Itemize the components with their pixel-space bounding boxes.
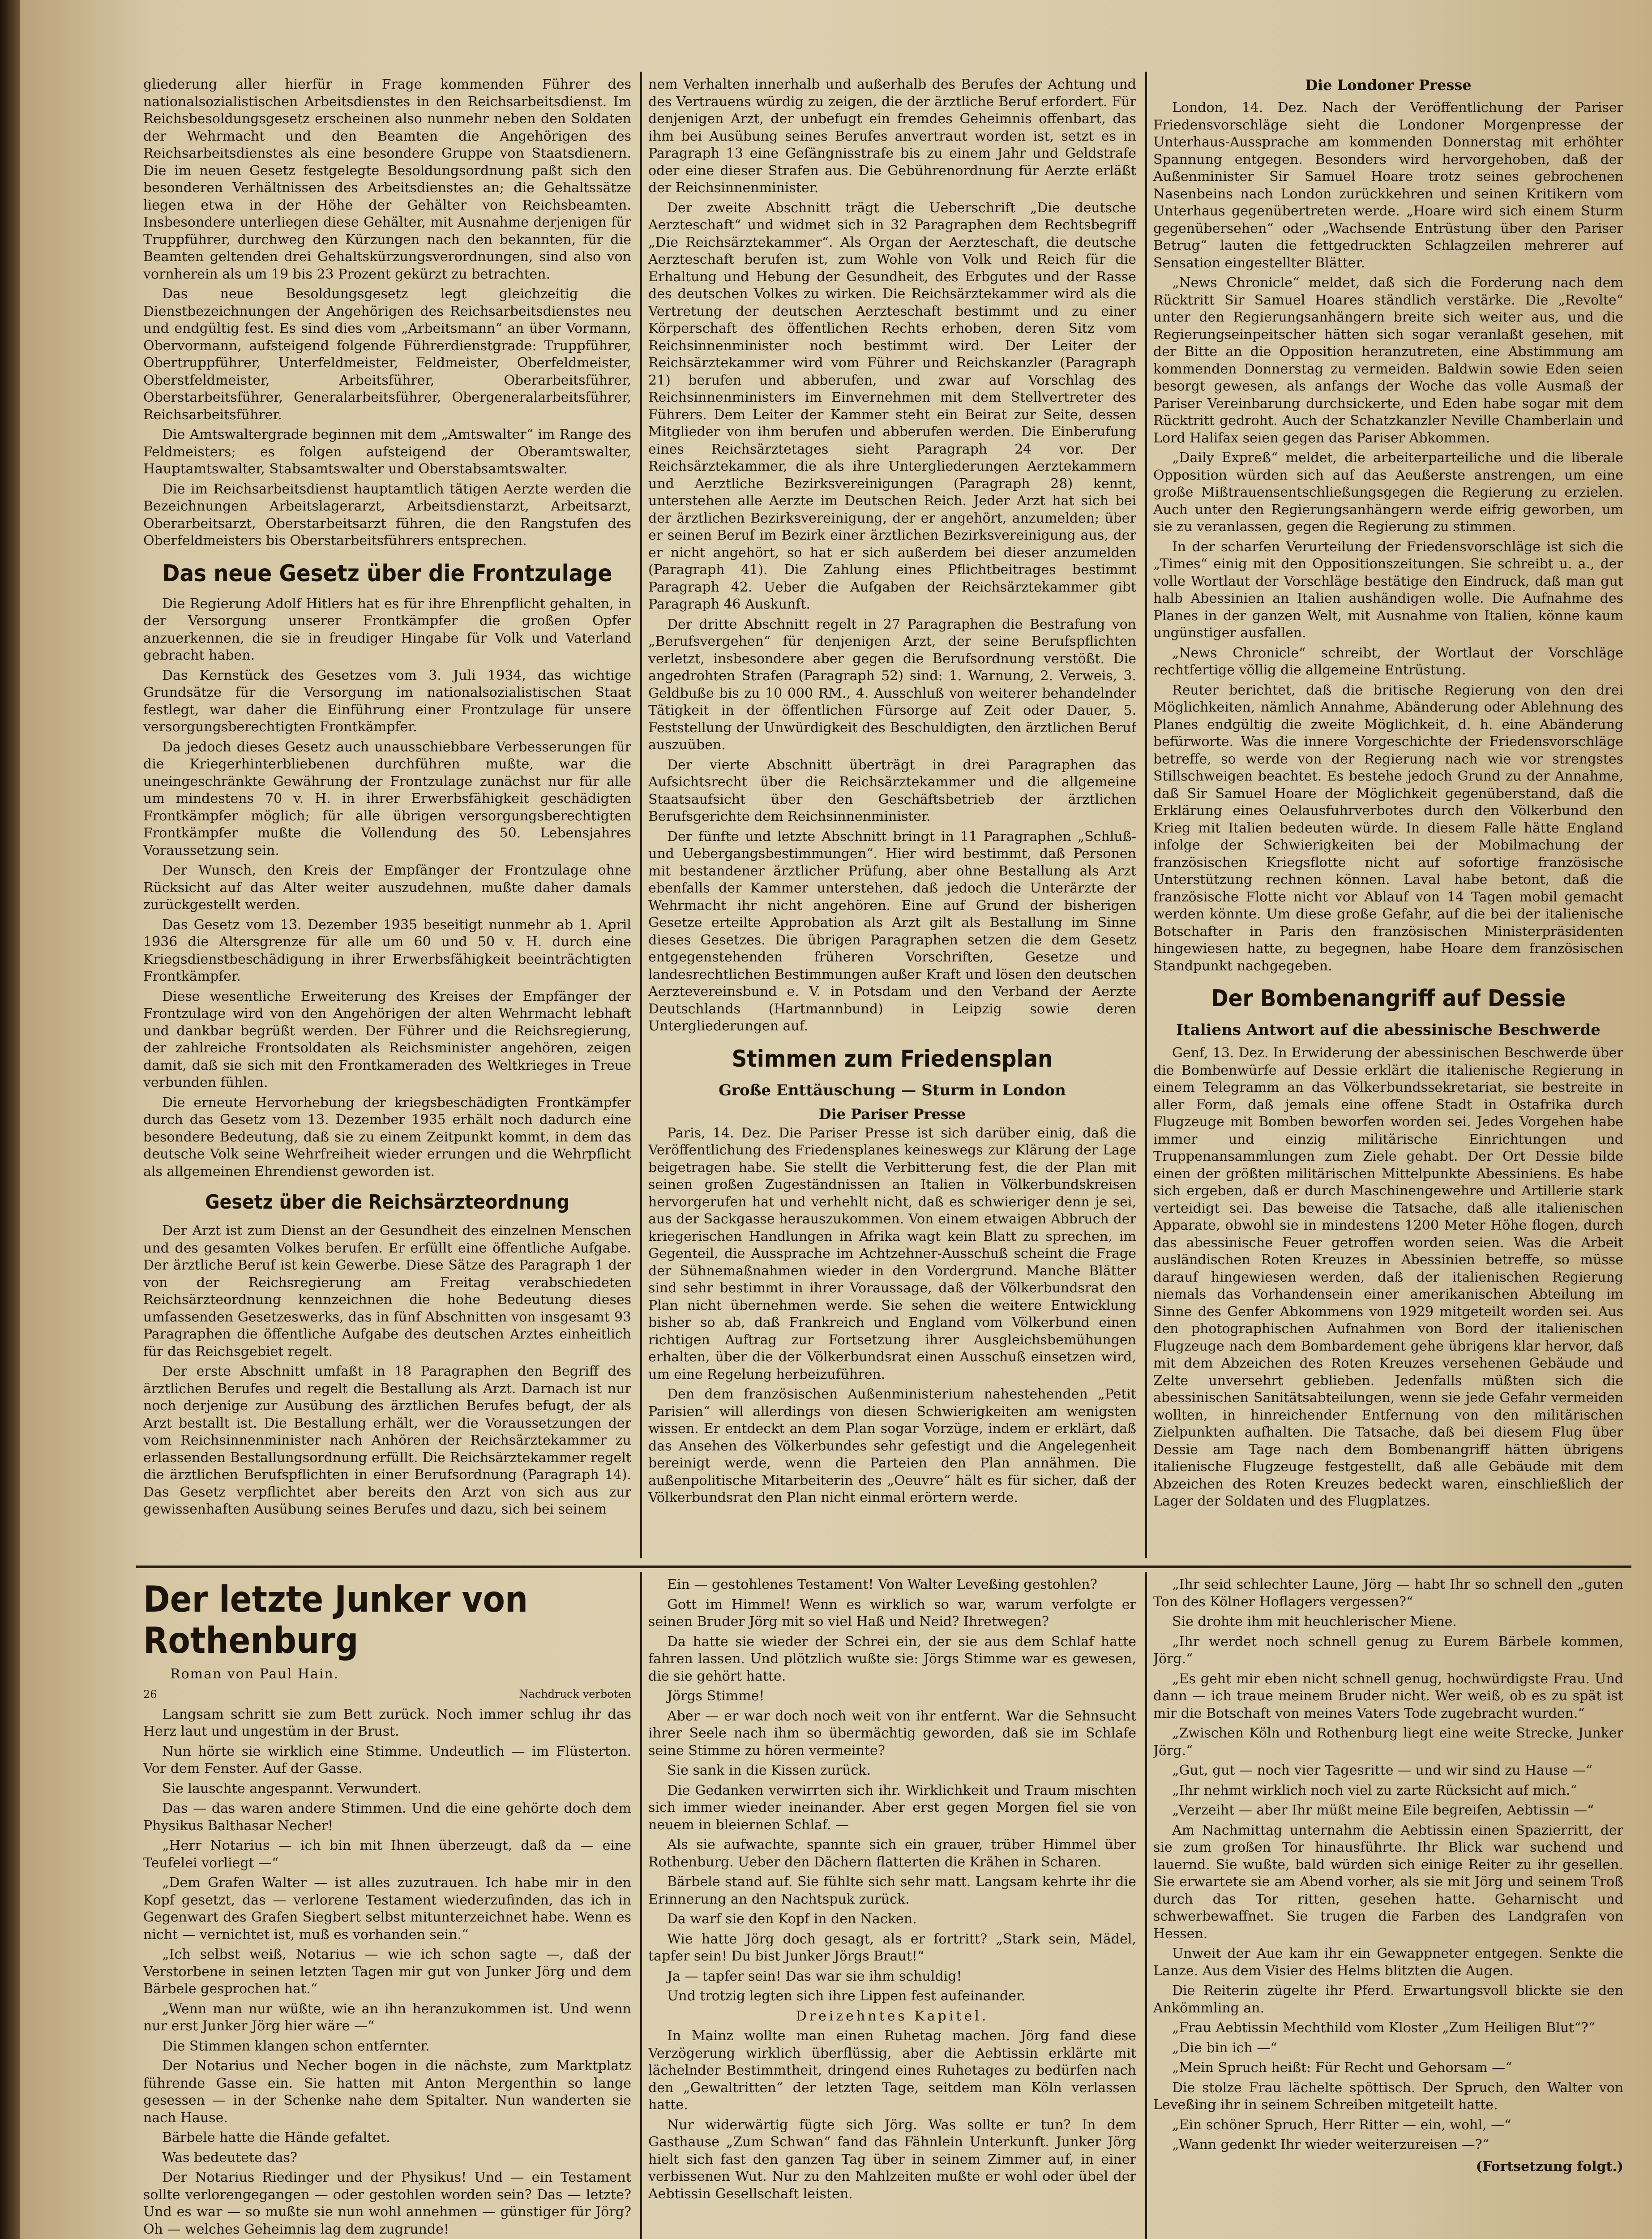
paragraph: „Daily Expreß“ meldet, die arbeiterparteiliche und die liberale Opposition würden sich auf das Aeußerste anstrengen, um eine große Mißtrauensentschließungsgegen die Regierung zu erzielen. Auch unter den Regierungsanhängern werde eifrig geworben, um sie zu veranlassen, gegen die Regierung zu stimmen.: [1153, 450, 1623, 535]
paragraph: Reuter berichtet, daß die britische Regierung von den drei Möglichkeiten, nämlich Annahme, Abänderung oder Ablehnung des Planes endgültig die zweite Möglichkeit, d. h. eine Abänderung befürworte. Was die innere Vorgeschichte der Friedensvorschläge betreffe, so werde von der Regierung nach wie vor strengstes Stillschweigen beachtet. Es bestehe jedoch Grund zu der Annahme, daß Sir Samuel Hoare der Möglichkeit gegenüberstand, daß die Erklärung eines Oelausfuhrverbotes durch den Völkerbund den Krieg mit Italien bedeuten würde. In diesem Falle hätte England infolge der Schwierigkeiten bei der Mobilmachung der französischen Kriegsflotte nicht auf sofortige französische Unterstützung rechnen können. Laval habe betont, daß die französische Flotte nicht vor Ablauf von 14 Tagen mobil gemacht werden könnte. Um diese große Gefahr, auf die bei der italienische Botschafter in Paris den französischen Ministerpräsidenten hingewiesen hatte, zu begegnen, habe Hoare dem französischen Standpunkt nachgegeben.: [1153, 682, 1623, 974]
paragraph: Unweit der Aue kam ihr ein Gewappneter entgegen. Senkte die Lanze. Aus dem Visier des Helms blitzten die Augen.: [1153, 1946, 1623, 1979]
frontzulage-headline: Das neue Gesetz über die Frontzulage: [162, 560, 612, 587]
paragraph: Genf, 13. Dez. In Erwiderung der abessinischen Beschwerde über die Bombenwürfe auf Dessie erklärt die italienische Regierung in einem Telegramm an das Völkerbundssekretariat, sie bestreite in aller Form, daß jemals eine offene Stadt in Ostafrika durch Flugzeuge mit Bomben beworfen worden sei. Jedes Vorgehen habe immer und einzig militärische Einrichtungen und Truppenansammlungen zum Ziele gehabt. Der Ort Dessie bilde einen der größten militärischen Mittelpunkte Abessiniens. Es habe sich ergeben, daß er durch Maschinengewehre und Artillerie stark verteidigt sei. Das beweise die Tatsache, daß alle italienischen Apparate, obwohl sie in mindestens 1200 Meter Höhe flogen, durch das abessinische Feuer getroffen worden seien. Was die Arbeit ausländischen Roten Kreuzes in Abessinien betreffe, so müsse darauf hingewiesen werden, daß der italienischen Regierung niemals das Vorhandensein einer amerikanischen Abteilung im Sinne des Genfer Abkommens von 1929 mitgeteilt worden sei. Aus den photographischen Aufnahmen von Bord der italienischen Flugzeuge nach dem Bombardement gehe übrigens klar hervor, daß mit dem Abzeichen des Roten Kreuzes versehenen Gebäude und Zelte unversehrt geblieben. Jedenfalls müßten sich die abessinischen Sanitätsabteilungen, wenn sie jede Gefahr vermeiden wollten, in hinreichender Entfernung von den militärischen Zielpunkten aufhalten. Die Tatsache, daß bei diesem Flug über Dessie am Tage nach dem Bombenangriff hätten übrigens italienische Flugzeuge festgestellt, daß alle Gebäude mit dem Abzeichen des Roten Kreuzes bedeckt waren, einschließlich der Lager der Soldaten und des Flugplatzes.: [1153, 1045, 1623, 1509]
paragraph: Bärbele stand auf. Sie fühlte sich sehr matt. Langsam kehrte ihr die Erinnerung an den Nachtspuk zurück.: [648, 1874, 1136, 1907]
paragraph: „Ein schöner Spruch, Herr Ritter — ein, wohl, —“: [1172, 2117, 1511, 2133]
paragraph: Da hatte sie wieder der Schrei ein, der sie aus dem Schlaf hatte fahren lassen. Und plötzlich wußte sie: Jörgs Stimme war es gewesen, die sie gehört hatte.: [648, 1634, 1136, 1684]
column-rule: [1145, 1572, 1147, 2239]
paragraph: „Dem Grafen Walter — ist alles zuzutrauen. Ich habe mir in den Kopf gesetzt, das — verlorene Testament wiederzufinden, das ich in Gegenwart des Grafen Siegbert selbst mitunterzeichnet habe. Wenn es nicht — vernichtet ist, muß es vorhanden sein.“: [143, 1875, 631, 1943]
paragraph: Die stolze Frau lächelte spöttisch. Der Spruch, den Walter von Leveßing ihr in seinem Schreiben mitgeteilt hatte.: [1153, 2080, 1623, 2113]
upper-column-1: [143, 76, 631, 1558]
paragraph: nem Verhalten innerhalb und außerhalb des Berufes der Achtung und des Vertrauens würdig zu zeigen, die der ärztliche Beruf erfordert. Für denjenigen Arzt, der unbefugt ein fremdes Geheimnis offenbart, das ihm bei Ausübung seines Berufes anvertraut worden ist, setzt es in Paragraph 13 eine Gefängnisstrafe bis zu einem Jahr und Geldstrafe oder eine dieser Strafen aus. Die Gebührenordnung für Aerzte erläßt der Reichsinnenminister.: [648, 77, 1136, 196]
paris-press-subheading: Die Pariser Presse: [818, 1105, 966, 1123]
upper-column-3: [1153, 76, 1623, 1558]
serial-column-2: [648, 1576, 1136, 2239]
paragraph: Gott im Himmel! Wenn es wirklich so war, warum verfolgte er seinen Bruder Jörg mit so viel Haß und Neid? Ihretwegen?: [648, 1596, 1136, 1630]
paragraph: Die Gedanken verwirrten sich ihr. Wirklichkeit und Traum mischten sich immer wieder ineinander. Aber erst gegen Morgen fiel sie von neuem in bleiernen Schlaf. —: [648, 1782, 1136, 1833]
labor-service-article: [143, 76, 631, 550]
london-press-article: [1153, 99, 1623, 975]
serial-byline: Roman von Paul Hain.: [170, 1666, 339, 1682]
paragraph: „Mein Spruch heißt: Für Recht und Gehorsam —“: [1172, 2060, 1512, 2076]
upper-column-2: [648, 76, 1136, 1558]
paragraph: Die Regierung Adolf Hitlers hat es für ihre Ehrenpflicht gehalten, in der Versorgung unserer Frontkämpfer die großen Opfer anzuerkennen, die sie in freudiger Hingabe für Volk und Vaterland gebracht haben.: [143, 596, 631, 663]
installment-number: 26: [143, 1688, 157, 1701]
paragraph: „Gut, gut — noch vier Tagesritte — und wir sind zu Hause —“: [1172, 1763, 1593, 1778]
serial-title: Der letzte Junker von Rothenburg: [143, 1578, 528, 1661]
paragraph: Jörgs Stimme!: [667, 1688, 765, 1704]
column-rule: [1145, 72, 1147, 1558]
paragraph: „Frau Aebtissin Mechthild vom Kloster „Zum Heiligen Blut“?“: [1172, 2020, 1595, 2036]
paragraph: Paris, 14. Dez. Die Pariser Presse ist sich darüber einig, daß die Veröffentlichung des Friedensplanes keineswegs zur Klärung der Lage beigetragen habe. Sie stellt die Verbitterung fest, die der Plan mit seinen großen Zugeständnissen an Italien in Völkerbundskreisen hervorgerufen hat und verhehlt nicht, daß es schwieriger denn je sei, aus der Sackgasse herauszukommen. Von einem etwaigen Abbruch der kriegerischen Handlungen in Afrika wagt kein Blatt zu sprechen, im Gegenteil, die Aussprache im Achtzehner-Ausschuß scheint die Frage der Sühnemaßnahmen wieder in den Vordergrund. Manche Blätter sind sehr bestimmt in ihrer Voraussage, daß der Völkerbundsrat den Plan nicht übernehmen werde. Sie sehen die weitere Entwicklung bisher so ab, daß Frankreich und England vom Völkerbund einen richtigen Auftrag zur Fortsetzung ihrer Ausgleichsbemühungen erhalten, über die der Völkerbundsrat einen Ausschuß einsetzen wird, um eine Regelung herbeizuführen.: [648, 1125, 1136, 1382]
london-press-subheading: Die Londoner Presse: [1305, 77, 1472, 94]
newspaper-page: [20, 0, 1652, 2239]
paragraph: Der Notarius Riedinger und der Physikus! Und — ein Testament sollte verlorengegangen — oder gestohlen worden sein? Das — letzte? Und es war — so mußte sie nun wohl annehmen — günstiger für Jörg? Oh — welches Geheimnis lag dem zugrunde!: [143, 2170, 631, 2237]
paragraph: Was bedeutete das?: [162, 2149, 298, 2166]
reprint-note: Nachdruck verboten: [519, 1688, 631, 1700]
paragraph: Der Arzt ist zum Dienst an der Gesundheit des einzelnen Menschen und des gesamten Volkes berufen. Er erfüllt eine öffentliche Aufgabe. Der ärztliche Beruf ist kein Gewerbe. Diese Sätze des Paragraph 1 der von der Reichsregierung am Freitag verabschiedeten Reichsärzteordnung kennzeichnen die hohe Bedeutung dieses umfassenden Gesetzeswerks, das in fünf Abschnitten von insgesamt 93 Paragraphen die öffentliche Aufgabe des deutschen Arztes einheitlich für das Reichsgebiet regelt.: [143, 1223, 631, 1360]
friedensplan-kicker: Große Enttäuschung — Sturm in London: [719, 1081, 1066, 1099]
paragraph: „Ihr seid schlechter Laune, Jörg — habt Ihr so schnell den „guten Ton des Kölner Hoflagers vergessen?“: [1153, 1577, 1623, 1610]
paragraph: „News Chronicle“ schreibt, der Wortlaut der Vorschläge rechtfertige völlig die allgemeine Entrüstung.: [1153, 645, 1623, 678]
paragraph: Der fünfte und letzte Abschnitt bringt in 11 Paragraphen „Schluß- und Uebergangsbestimmungen“. Hier wird bestimmt, daß Personen mit bestandener ärztlicher Prüfung, aber ohne Bestallung als Arzt ebenfalls der Kammer unterstehen, daß jedoch die Unterärzte der Wehrmacht ihr nicht angehören. Eine auf Grund der bisherigen Gesetze erteilte Approbation als Arzt gilt als Bestallung im Sinne dieses Gesetzes. Die übrigen Paragraphen setzen die dem Gesetz entgegenstehenden früheren Vorschriften, Gesetze und landesrechtlichen Bestimmungen außer Kraft und lösen den deutschen Aerztevereinsbund e. V. in Potsdam und den Verband der Aerzte Deutschlands (Hartmannbund) in Leipzig sowie deren Untergliederungen auf.: [648, 828, 1136, 1034]
paragraph: „Herr Notarius — ich bin mit Ihnen überzeugt, daß da — eine Teufelei vorliegt —“: [143, 1838, 631, 1871]
paragraph: Langsam schritt sie zum Bett zurück. Noch immer schlug ihr das Herz laut und ungestüm in der Brust.: [143, 1706, 631, 1739]
serial-column-1: [143, 1576, 631, 2239]
paragraph: Der zweite Abschnitt trägt die Ueberschrift „Die deutsche Aerzteschaft“ und widmet sich in 32 Paragraphen dem Rechtsbegriff „Die Reichsärztekammer“. Als Organ der Aerzteschaft, die deutsche Aerzteschaft berufen ist, zum Wohle von Volk und Reich für die Erhaltung und Hebung der Gesundheit, des Erbgutes und der Rasse des deutschen Volkes zu wirken. Die Reichsärztekammer wird als die Vertretung der deutschen Aerzteschaft bestimmt und zu einer Körperschaft des öffentlichen Rechts erhoben, deren Sitz vom Reichsinnenminister noch bestimmt wird. Der Leiter der Reichsärztekammer wird vom Führer und Reichskanzler (Paragraph 21) berufen und abberufen, und zwar auf Vorschlag des Reichsinnenministers im Einvernehmen mit dem Stellvertreter des Führers. Dem Leiter der Kammer steht ein Beirat zur Seite, dessen Mitglieder von ihm berufen und abberufen werden. Die Einberufung eines Reichsärztetages sieht Paragraph 24 vor. Der Reichsärztekammer, die als ihre Untergliederungen Aerztekammern und Aerztliche Bezirksvereinigungen (Paragraph 28) kennt, unterstehen alle Aerzte im Deutschen Reich. Jeder Arzt hat sich bei der ärztlichen Bezirksvereinigung, der er angehört, anzumelden; über er seinen Beruf im Bezirk einer ärztlichen Bezirksvereinigung aus, der er nicht angehört, so hat er sich außerdem bei dieser anzumelden (Paragraph 41). Die Zahlung eines Pflichtbeitrages bestimmt Paragraph 42. Ueber die Aufgaben der Reichsärztekammer gibt Paragraph 46 Auskunft.: [648, 200, 1136, 612]
paragraph: Das — das waren andere Stimmen. Und die eine gehörte doch dem Physikus Balthasar Necher!: [143, 1801, 631, 1834]
paragraph: Die Reiterin zügelte ihr Pferd. Erwartungsvoll blickte sie den Ankömmling an.: [1153, 1983, 1623, 2016]
paragraph: „Ihr nehmt wirklich noch viel zu zarte Rücksicht auf mich.“: [1172, 1782, 1577, 1798]
paragraph: gliederung aller hierfür in Frage kommenden Führer des nationalsozialistischen Arbeitsdienstes in den Reichsarbeitsdienst. Im Reichsbesoldungsgesetz erscheinen also nunmehr neben den Soldaten der Wehrmacht und den Beamten die Angehörigen des Reichsarbeitsdienstes als eine besondere Gruppe von Staatsdienern. Die im neuen Gesetz festgelegte Besoldungsordnung paßt sich den besonderen Verhältnissen des Arbeitsdienstes an; die Gehaltssätze liegen etwa in der Höhe der Gehälter von Reichsbeamten. Insbesondere unterliegen diese Gehälter, mit Ausnahme derjenigen für Truppführer, durchweg den Kürzungen nach den bekannten, für die Beamten geltenden drei Gehaltskürzungsverordnungen, sind also von vornherein als um 19 bis 23 Prozent gekürzt zu betrachten.: [143, 77, 631, 282]
paragraph: Das neue Besoldungsgesetz legt gleichzeitig die Dienstbezeichnungen der Angehörigen des Reichsarbeitsdienstes neu und endgültig fest. Es sind dies vom „Arbeitsmann“ an über Vormann, Obervormann, aufsteigend folgende Führerdienstgrade: Truppführer, Obertruppführer, Unterfeldmeister, Feldmeister, Oberfeldmeister, Oberstfeldmeister, Arbeitsführer, Oberarbeitsführer, Oberstarbeitsführer, Generalarbeitsführer, Obergeneralarbeitsführer, Reichsarbeitsführer.: [143, 286, 631, 423]
paragraph: Aber — er war doch noch weit von ihr entfernt. War die Sehnsucht ihrer Seele nach ihm so übermächtig geworden, daß sie im Schlafe seine Stimme zu hören vermeinte?: [648, 1708, 1136, 1759]
column-rule: [640, 1572, 642, 2239]
paragraph: Ja — tapfer sein! Das war sie ihm schuldig!: [667, 1968, 962, 1984]
paragraph: Der dritte Abschnitt regelt in 27 Paragraphen die Bestrafung von „Berufsvergehen“ für denjenigen Arzt, der seine Berufspflichten verletzt, insbesondere aber gegen die Berufsordnung verstößt. Die angedrohten Strafen (Paragraph 52) sind: 1. Warnung, 2. Verweis, 3. Geldbuße bis zu 10 000 RM., 4. Ausschluß von weiterer behandelnder Tätigkeit in der öffentlichen Fürsorge auf Zeit oder Dauer, 5. Feststellung der Unwürdigkeit des Beschuldigten, den ärztlichen Beruf auszuüben.: [648, 616, 1136, 753]
paragraph: Bärbele hatte die Hände gefaltet.: [162, 2130, 390, 2145]
paragraph: Das Kernstück des Gesetzes vom 3. Juli 1934, das wichtige Grundsätze für die Versorgung im nationalsozialistischen Staat festlegt, war daher die Einführung einer Frontzulage für unsere versorgungsberechtigten Frontkämpfer.: [143, 667, 631, 735]
paragraph: Der vierte Abschnitt überträgt in drei Paragraphen das Aufsichtsrecht über die Reichsärztekammer und die allgemeine Staatsaufsicht über den Geschäftsbetrieb der ärztlichen Berufsgerichte dem Reichsinnenminister.: [648, 757, 1136, 824]
dessie-headline: Der Bombenangriff auf Dessie: [1211, 985, 1566, 1012]
paragraph: London, 14. Dez. Nach der Veröffentlichung der Pariser Friedensvorschläge sieht die Londoner Morgenpresse der Unterhaus-Aussprache am kommenden Donnerstag mit erhöhter Spannung entgegen. Besonders wird hervorgehoben, daß der Außenminister Sir Samuel Hoare trotz seines gebrochenen Nasenbeins nach London zurückkehren und seinen Kritikern vom Unterhaus gegenübertreten werde. „Hoare wird sich einem Sturm gegenübersehen“ oder „Wachsende Entrüstung über den Pariser Betrug“ lauten die fettgedruckten Schlagzeilen mehrerer auf Sensation eingestellter Blätter.: [1153, 100, 1623, 271]
paragraph: Nun hörte sie wirklich eine Stimme. Undeutlich — im Flüsterton. Vor dem Fenster. Auf der Gasse.: [143, 1743, 631, 1776]
dessie-kicker: Italiens Antwort auf die abessinische Beschwerde: [1176, 1021, 1601, 1039]
serial-column-3: [1153, 1576, 1623, 2239]
paragraph: „Verzeiht — aber Ihr müßt meine Eile begreifen, Aebtissin —“: [1172, 1802, 1594, 1818]
column-rule: [640, 72, 642, 1558]
paragraph: Am Nachmittag unternahm die Aebtissin einen Spazierritt, der sie zum großen Tor hinausführte. Ihr Blick war suchend und lauernd. Sie wußte, bald würden sich einige Reiter zu ihr gesellen. Sie erwartete sie am Abend vorher, als sie mit Jörg und seinem Troß durch das Tor ritten, gesehen hatte. Geharnischt und schwerbewaffnet. Sie trugen die Farben des Landgrafen von Hessen.: [1153, 1822, 1623, 1942]
paragraph: Wie hatte Jörg doch gesagt, als er fortritt? „Stark sein, Mädel, tapfer sein! Du bist Junker Jörgs Braut!“: [648, 1931, 1136, 1964]
paragraph: „Wann gedenkt Ihr wieder weiterzureisen —?“: [1172, 2137, 1489, 2153]
paragraph: Da warf sie den Kopf in den Nacken.: [667, 1911, 917, 1927]
friedensplan-headline: Stimmen zum Friedensplan: [732, 1045, 1053, 1072]
paragraph: „Die bin ich —“: [1172, 2040, 1277, 2056]
continued-note: (Fortsetzung folgt.): [1476, 2158, 1623, 2175]
paragraph: Der erste Abschnitt umfaßt in 18 Paragraphen den Begriff des ärztlichen Berufes und regelt die Bestallung als Arzt. Darnach ist nur noch derjenige zur Ausübung des ärztlichen Berufes befugt, der als Arzt bestallt ist. Die Bestallung erhält, wer die Voraussetzungen der vom Reichsinnenminister nach Anhören der Reichsärztekammer zu erlassenden Bestallungsordnung erfüllt. Die Reichsärztekammer regelt die ärztlichen Berufspflichten in einer Berufsordnung (Paragraph 14). Das Gesetz verpflichtet aber bereits den Arzt von sich aus zur gewissenhaften Ausübung seines Berufes und dazu, sich bei seinem: [143, 1364, 631, 1517]
paragraph: Ein — gestohlenes Testament! Von Walter Leveßing gestohlen?: [667, 1577, 1097, 1592]
paragraph: „Ihr werdet noch schnell genug zu Eurem Bärbele kommen, Jörg.“: [1153, 1634, 1623, 1667]
paris-press-article: [648, 1125, 1136, 1507]
paragraph: „News Chronicle“ meldet, daß sich die Forderung nach dem Rücktritt Sir Samuel Hoares ständlich verstärke. Die „Revolte“ unter den Regierungsanhängern breite sich weiter aus, und die Regierungseinpeitscher hätten sich sogar veranlaßt gesehen, mit der Bitte an die Opposition heranzutreten, eine Abstimmung am kommenden Donnerstag zu vermeiden. Baldwin sowie Eden seien besorgt gewesen, als anfangs der Woche das volle Ausmaß der Pariser Vereinbarung durchsickerte, und Eden habe sogar mit dem Rücktritt gedroht. Auch der Schatzkanzler Neville Chamberlain und Lord Halifax seien gegen das Pariser Abkommen.: [1153, 275, 1623, 446]
book-binding: [0, 0, 20, 2239]
paragraph: Der Notarius und Necher bogen in die nächste, zum Marktplatz führende Gasse ein. Sie hatten mit Anton Mergenthin so lange gesessen — in der Schenke nahe dem Spitalter. Nun wanderten sie nach Hause.: [143, 2058, 631, 2126]
paragraph: Sie sank in die Kissen zurück.: [667, 1763, 871, 1778]
paragraph: Die im Reichsarbeitsdienst hauptamtlich tätigen Aerzte werden die Bezeichnungen Arbeitslagerarzt, Arbeitsdienstarzt, Arbeitsarzt, Oberarbeitsarzt, Oberstarbeitsarzt führen, die den Rangstufen des Oberfeldmeisters bis Oberstarbeitsführers entsprechen.: [143, 481, 631, 549]
dessie-article: [1153, 1045, 1623, 1510]
chapter-heading: Dreizehntes Kapitel.: [796, 2008, 989, 2024]
paragraph: „Zwischen Köln und Rothenburg liegt eine weite Strecke, Junker Jörg.“: [1153, 1725, 1623, 1759]
paragraph: In Mainz wollte man einen Ruhetag machen. Jörg fand diese Verzögerung wirklich überflüssig, aber die Aebtissin erklärte mit lächelnder Bestimmtheit, dringend eines Ruhetages zu bedürfen nach den „Gewaltritten“ der letzten Tage, seitdem man Köln verlassen hatte.: [648, 2028, 1136, 2113]
paragraph: Das Gesetz vom 13. Dezember 1935 beseitigt nunmehr ab 1. April 1936 die Altersgrenze für alle um 60 und 50 v. H. durch eine Kriegsdienstbeschädigung in ihrer Erwerbsfähigkeit beeinträchtigten Frontkämpfer.: [143, 917, 631, 984]
paragraph: Die Stimmen klangen schon entfernter.: [162, 2038, 430, 2054]
paragraph: Als sie aufwachte, spannte sich ein grauer, trüber Himmel über Rothenburg. Ueber den Dächern flatterten die Krähen in Scharen.: [648, 1837, 1136, 1870]
paragraph: In der scharfen Verurteilung der Friedensvorschläge ist sich die „Times“ einig mit den Oppositionszeitungen. Sie schreibt u. a., der volle Wortlaut der Vorschläge bestätige den Eindruck, daß man gut halb Abessinien an Italien aushändigen wolle. Die Aufnahme des Planes in der ganzen Welt, mit Ausnahme von Italien, könne kaum ungünstiger ausfallen.: [1153, 539, 1623, 641]
paragraph: „Ich selbst weiß, Notarius — wie ich schon sagte —, daß der Verstorbene in seinen letzten Tagen mir gut von Junker Jörg und dem Bärbele gesprochen hat.“: [143, 1947, 631, 1997]
paragraph: Diese wesentliche Erweiterung des Kreises der Empfänger der Frontzulage wird von den Angehörigen der alten Wehrmacht lebhaft und dankbar begrüßt werden. Der Führer und die Reichsregierung, der zahlreiche Frontsoldaten als Reichsminister angehören, zeigen damit, daß sie sich mit den Frontkameraden des Weltkrieges in Treue verbunden fühlen.: [143, 988, 631, 1090]
serial-text: [143, 1706, 631, 2239]
paragraph: Sie drohte ihm mit heuchlerischer Miene.: [1172, 1614, 1457, 1630]
paragraph: „Wenn man nur wüßte, wie an ihn heranzukommen ist. Und wenn nur erst Junker Jörg hier wäre —“: [143, 2001, 631, 2034]
paragraph: Da jedoch dieses Gesetz auch unausschiebbare Verbesserungen für die Kriegerhinterbliebenen durchführen mußte, war die uneingeschränkte Gewährung der Frontzulage zunächst nur für alle um mindestens 70 v. H. in ihrer Erwerbsfähigkeit geschädigten Frontkämpfer möglich; für alle übrigen versorgungsberechtigten Frontkämpfer mußte die Vollendung des 50. Lebensjahres Voraussetzung sein.: [143, 739, 631, 858]
paragraph: Der Wunsch, den Kreis der Empfänger der Frontzulage ohne Rücksicht auf das Alter weiter auszudehnen, mußte daher damals zurückgestellt werden.: [143, 862, 631, 913]
paragraph: Den dem französischen Außenministerium nahestehenden „Petit Parisien“ will allerdings von diesen Schwierigkeiten am wenigsten wissen. Er entdeckt an dem Plan sogar Vorzüge, indem er erklärt, daß das Ansehen des Völkerbundes sehr gefestigt und die Angelegenheit bereinigt werde, wenn die Parteien den Plan annähmen. Die außenpolitische Mitarbeiterin des „Oeuvre“ hält es für sicher, daß der Völkerbundsrat den Plan nicht einmal erörtern werde.: [648, 1386, 1136, 1506]
frontzulage-article: [143, 596, 631, 1181]
aerzteordnung-continued: [648, 76, 1136, 1035]
paragraph: Nur widerwärtig fügte sich Jörg. Was sollte er tun? In dem Gasthause „Zum Schwan“ fand das Fähnlein Unterkunft. Junker Jörg hielt sich fast den ganzen Tag über in seinem Zimmer auf, in einer verbissenen Wut. Nur zu den Mahlzeiten mußte er wohl oder übel der Aebtissin Gesellschaft leisten.: [648, 2117, 1136, 2202]
aerzteordnung-article: [143, 1222, 631, 1518]
paragraph: Die Amtswaltergrade beginnen mit dem „Amtswalter“ im Range des Feldmeisters; es folgen aufsteigend der Oberamtswalter, Hauptamtswalter, Stabsamtswalter und Oberstabsamtswalter.: [143, 427, 631, 477]
paragraph: „Es geht mir eben nicht schnell genug, hochwürdigste Frau. Und dann — ich traue meinem Bruder nicht. Wer weiß, ob es zu spät ist mir die Botschaft von meines Vaters Tode zugebracht wurden.“: [1153, 1671, 1623, 1721]
aerzteordnung-headline: Gesetz über die Reichsärzteordnung: [205, 1191, 569, 1214]
section-rule: [136, 1566, 1631, 1568]
paragraph: Und trotzig legten sich ihre Lippen fest aufeinander.: [667, 1988, 1026, 2004]
paragraph: Die erneute Hervorhebung der kriegsbeschädigten Frontkämpfer durch das Gesetz vom 13. Dezember 1935 erhält noch dadurch eine besondere Bedeutung, daß sie zu einem Zeitpunkt kommt, in dem das deutsche Volk seine Wehrfreiheit wieder errungen und die Wehrpflicht als allgemeinen Ehrendienst geworden ist.: [143, 1094, 631, 1180]
paragraph: Sie lauschte angespannt. Verwundert.: [162, 1780, 422, 1797]
